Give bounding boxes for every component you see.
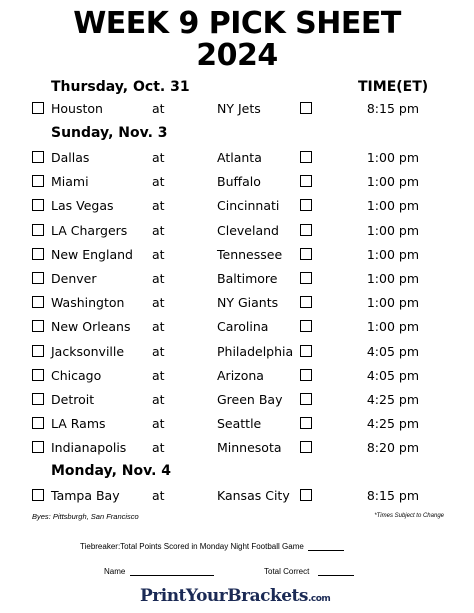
home-team: Kansas City — [217, 488, 290, 503]
at-separator: at — [152, 271, 165, 286]
pick-away-checkbox[interactable] — [32, 296, 44, 308]
pick-home-checkbox[interactable] — [300, 199, 312, 211]
time-column-header: TIME(ET) — [358, 79, 429, 95]
home-team: Minnesota — [217, 440, 282, 456]
game-row — [0, 173, 474, 191]
home-team: Baltimore — [217, 271, 278, 286]
at-separator: at — [152, 488, 165, 503]
game-row — [0, 149, 474, 167]
away-team: Detroit — [51, 392, 95, 407]
pick-home-checkbox[interactable] — [300, 393, 312, 405]
tiebreaker-row — [80, 542, 344, 551]
home-team: Philadelphia — [217, 343, 294, 359]
away-team: Miami — [51, 174, 89, 190]
game-time: 8:15 pm — [366, 488, 419, 503]
game-row — [0, 197, 474, 215]
pick-home-checkbox[interactable] — [300, 272, 312, 284]
game-time: 1:00 pm — [366, 174, 419, 190]
home-team: Green Bay — [217, 392, 283, 407]
pick-away-checkbox[interactable] — [32, 224, 44, 236]
at-separator: at — [152, 101, 165, 116]
pick-away-checkbox[interactable] — [32, 175, 44, 187]
home-team: Buffalo — [217, 174, 261, 190]
away-team: Chicago — [51, 367, 102, 383]
byes-note: Byes: Pittsburgh, San Francisco — [32, 512, 139, 521]
game-row — [0, 343, 474, 361]
page-title: WEEK 9 PICK SHEET — [73, 6, 401, 41]
pick-away-checkbox[interactable] — [32, 151, 44, 163]
game-row — [0, 391, 474, 409]
brand-your: Your — [185, 586, 228, 606]
pick-home-checkbox[interactable] — [300, 175, 312, 187]
game-time: 1:00 pm — [366, 319, 419, 335]
pick-home-checkbox[interactable] — [300, 369, 312, 381]
name-input[interactable] — [130, 575, 214, 576]
away-team: Jacksonville — [51, 343, 125, 359]
game-row — [0, 318, 474, 336]
times-subject-note: *Times Subject to Change — [374, 513, 444, 519]
at-separator: at — [152, 150, 165, 165]
game-time: 4:05 pm — [366, 343, 419, 359]
at-separator: at — [152, 222, 165, 238]
pick-away-checkbox[interactable] — [32, 417, 44, 429]
pick-home-checkbox[interactable] — [300, 102, 312, 114]
game-time: 1:00 pm — [366, 246, 419, 262]
at-separator: at — [152, 343, 165, 359]
game-time: 4:25 pm — [366, 416, 419, 432]
pick-home-checkbox[interactable] — [300, 345, 312, 357]
pick-away-checkbox[interactable] — [32, 393, 44, 405]
pick-home-checkbox[interactable] — [300, 296, 312, 308]
game-time: 1:00 pm — [366, 150, 419, 165]
away-team: Houston — [51, 101, 103, 116]
at-separator: at — [152, 367, 165, 383]
game-time: 4:05 pm — [366, 367, 419, 383]
brand-brackets: Brackets — [227, 586, 308, 606]
pick-home-checkbox[interactable] — [300, 441, 312, 453]
home-team: Cincinnati — [217, 198, 280, 214]
page-title-year: 2024 — [196, 38, 278, 73]
game-time: 1:00 pm — [366, 295, 419, 311]
game-time: 1:00 pm — [366, 198, 419, 214]
pick-away-checkbox[interactable] — [32, 102, 44, 114]
game-row — [0, 222, 474, 240]
away-team: LA Chargers — [51, 222, 128, 238]
home-team: Tennessee — [217, 246, 283, 262]
home-team: Arizona — [217, 367, 264, 383]
total-correct-label: Total Correct — [264, 567, 310, 576]
tiebreaker-label: Tiebreaker:Total Points Scored in Monday Night Football Game — [80, 542, 304, 551]
at-separator: at — [152, 198, 165, 214]
home-team: Seattle — [217, 416, 262, 432]
pick-home-checkbox[interactable] — [300, 417, 312, 429]
pick-home-checkbox[interactable] — [300, 489, 312, 501]
away-team: Denver — [51, 271, 97, 286]
game-row — [0, 294, 474, 312]
section-header-thursday: Thursday, Oct. 31 — [51, 79, 190, 95]
at-separator: at — [152, 416, 165, 432]
game-row — [0, 439, 474, 457]
away-team: Las Vegas — [51, 198, 114, 214]
home-team: Carolina — [217, 319, 269, 335]
pick-away-checkbox[interactable] — [32, 345, 44, 357]
at-separator: at — [152, 319, 165, 335]
at-separator: at — [152, 392, 165, 407]
brand-logo — [140, 588, 330, 605]
away-team: LA Rams — [51, 416, 106, 432]
away-team: Tampa Bay — [51, 488, 120, 503]
at-separator: at — [152, 295, 165, 311]
away-team: Dallas — [51, 150, 90, 165]
brand-dotcom: .com — [307, 594, 331, 604]
home-team: NY Jets — [217, 101, 261, 116]
game-row — [0, 100, 474, 118]
game-row — [0, 415, 474, 433]
tiebreaker-input[interactable] — [308, 542, 344, 551]
away-team: New Orleans — [51, 319, 131, 335]
away-team: Indianapolis — [51, 440, 127, 456]
home-team: Cleveland — [217, 222, 279, 238]
pick-home-checkbox[interactable] — [300, 320, 312, 332]
at-separator: at — [152, 174, 165, 190]
game-row — [0, 487, 474, 505]
section-header-monday: Monday, Nov. 4 — [51, 463, 172, 479]
name-label: Name — [104, 567, 126, 576]
away-team: New England — [51, 246, 133, 262]
away-team: Washington — [51, 295, 125, 311]
pick-home-checkbox[interactable] — [300, 248, 312, 260]
pick-home-checkbox[interactable] — [300, 224, 312, 236]
home-team: Atlanta — [217, 150, 262, 165]
pick-away-checkbox[interactable] — [32, 320, 44, 332]
game-time: 4:25 pm — [366, 392, 419, 407]
at-separator: at — [152, 440, 165, 456]
pick-away-checkbox[interactable] — [32, 272, 44, 284]
total-correct-input[interactable] — [318, 575, 354, 576]
pick-home-checkbox[interactable] — [300, 151, 312, 163]
game-row — [0, 246, 474, 264]
at-separator: at — [152, 246, 165, 262]
game-time: 8:15 pm — [366, 101, 419, 116]
pick-away-checkbox[interactable] — [32, 441, 44, 453]
game-time: 1:00 pm — [366, 222, 419, 238]
game-row — [0, 270, 474, 288]
brand-print: Print — [140, 586, 186, 606]
pick-away-checkbox[interactable] — [32, 248, 44, 260]
pick-away-checkbox[interactable] — [32, 199, 44, 211]
section-header-sunday: Sunday, Nov. 3 — [51, 125, 168, 141]
game-time: 1:00 pm — [366, 271, 419, 286]
game-time: 8:20 pm — [366, 440, 419, 456]
game-row — [0, 367, 474, 385]
pick-away-checkbox[interactable] — [32, 369, 44, 381]
home-team: NY Giants — [217, 295, 279, 311]
pick-away-checkbox[interactable] — [32, 489, 44, 501]
